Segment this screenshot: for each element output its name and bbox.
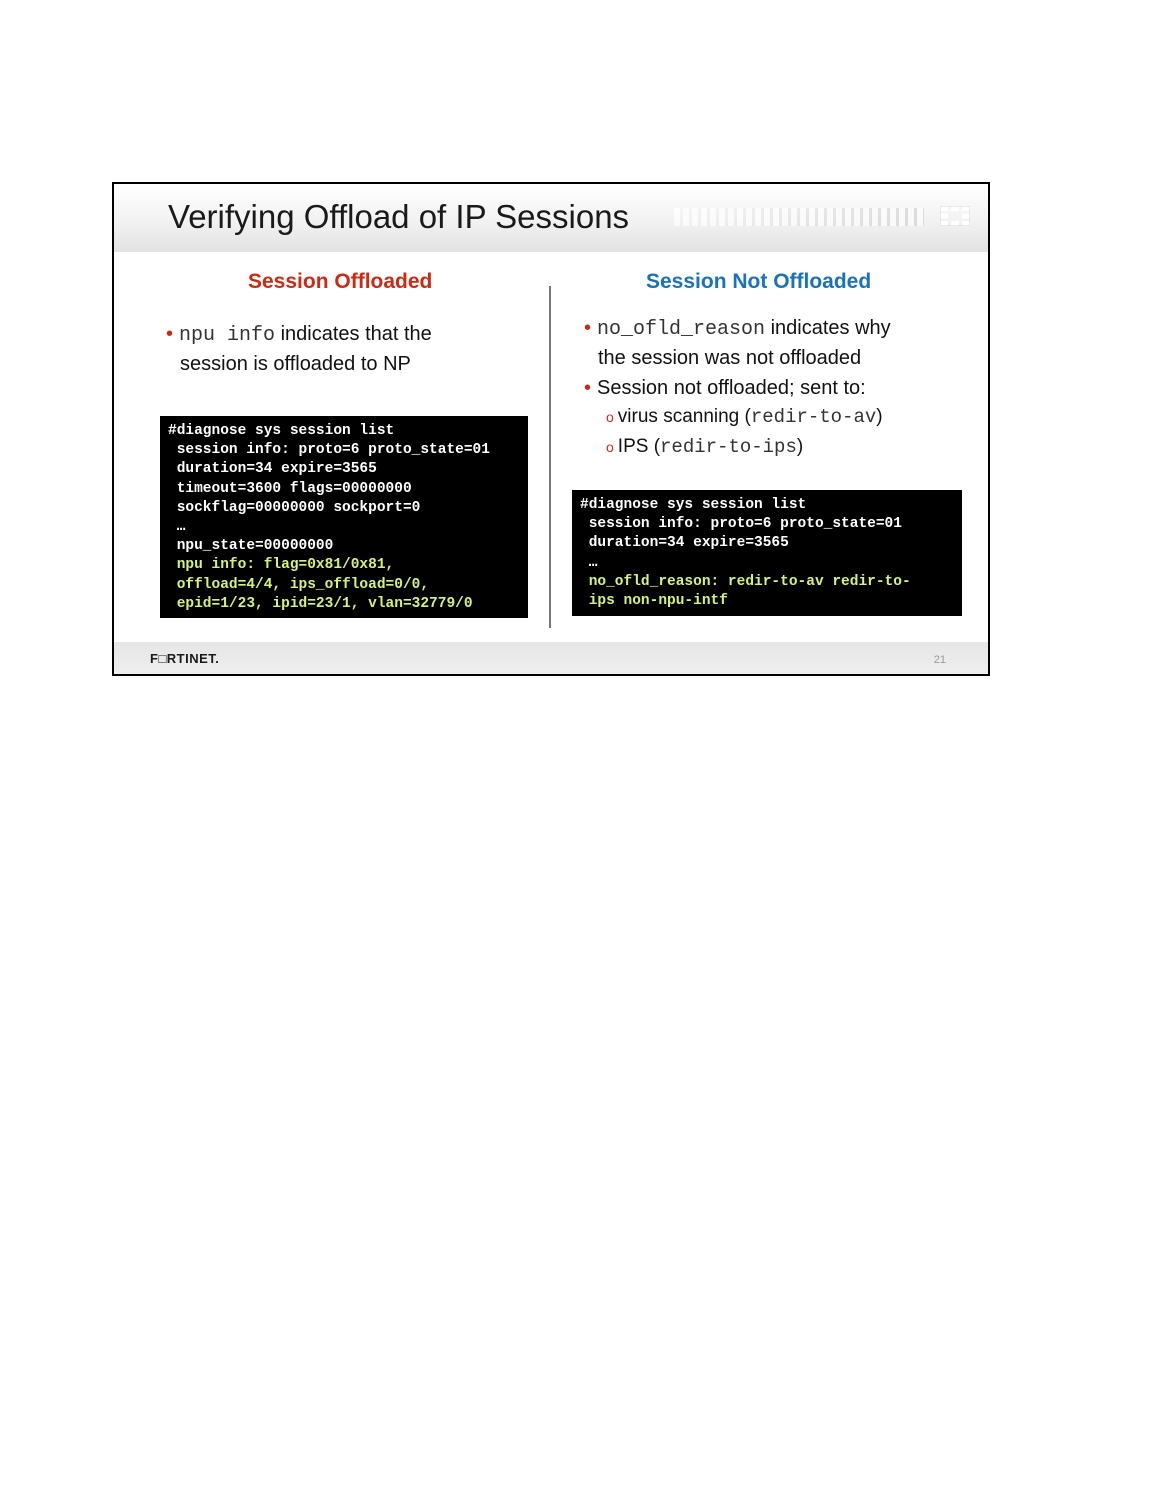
- sub-bullet-icon: o: [606, 439, 614, 455]
- sub-bullet-icon: o: [606, 409, 614, 425]
- sub2-close: ): [796, 436, 804, 457]
- left-bullet-line1: indicates that the: [275, 323, 432, 345]
- right-terminal-highlight: [580, 573, 954, 611]
- left-terminal-highlight: [168, 556, 520, 614]
- left-bullet: [166, 320, 432, 378]
- terminal-highlight-line: ips non-npu-intf: [580, 593, 728, 610]
- right-bullet-2: [584, 374, 866, 402]
- sub1-close: ): [876, 406, 883, 427]
- right-bullet2-text: Session not offloaded; sent to:: [597, 377, 866, 399]
- slide-footer: [114, 642, 988, 674]
- sub1-text: virus scanning (: [617, 406, 751, 427]
- terminal-highlight-line: epid=1/23, ipid=23/1, vlan=32779/0: [168, 595, 473, 612]
- terminal-line: …: [580, 554, 598, 571]
- terminal-line: sockflag=00000000 sockport=0: [168, 499, 421, 516]
- terminal-line: …: [168, 519, 186, 536]
- left-bullet-code: npu info: [179, 324, 276, 347]
- terminal-line: npu_state=00000000: [168, 538, 334, 555]
- right-bullet1-line1: indicates why: [765, 317, 891, 339]
- slide-header: [114, 184, 988, 252]
- bullet-icon: •: [166, 323, 174, 345]
- left-heading: Session Offloaded: [248, 270, 433, 293]
- terminal-line: #diagnose sys session list: [580, 497, 807, 513]
- fortinet-logo-icon: [940, 206, 970, 226]
- sub-bullet-ips: [606, 436, 803, 458]
- terminal-line: duration=34 expire=3565: [580, 535, 789, 552]
- sub2-text: IPS (: [617, 436, 661, 457]
- brand-logo: F□RTINET.: [150, 651, 220, 666]
- terminal-line: session info: proto=6 proto_state=01: [580, 516, 902, 533]
- terminal-line: timeout=3600 flags=00000000: [168, 480, 412, 497]
- column-divider: [549, 286, 551, 628]
- right-bullet-1: [584, 314, 891, 372]
- terminal-highlight-line: offload=4/4, ips_offload=0/0,: [168, 576, 430, 593]
- left-terminal: [160, 416, 528, 618]
- slide: [112, 182, 990, 676]
- terminal-highlight-line: npu info: flag=0x81/0x81,: [168, 557, 395, 574]
- bullet-icon: •: [584, 377, 592, 399]
- terminal-line: session info: proto=6 proto_state=01: [168, 442, 490, 459]
- right-bullet1-line2: the session was not offloaded: [598, 347, 862, 369]
- sub2-code: redir-to-ips: [660, 436, 797, 458]
- header-pattern: [674, 208, 924, 226]
- bullet-icon: •: [584, 317, 592, 339]
- right-terminal-lines: [580, 496, 954, 573]
- slide-title: Verifying Offload of IP Sessions: [168, 198, 630, 235]
- left-bullet-line2: session is offloaded to NP: [180, 353, 411, 375]
- terminal-line: duration=34 expire=3565: [168, 461, 377, 478]
- right-heading: Session Not Offloaded: [646, 270, 872, 293]
- left-terminal-lines: [168, 422, 520, 556]
- right-bullet1-code: no_ofld_reason: [597, 318, 766, 341]
- terminal-line: #diagnose sys session list: [168, 423, 395, 439]
- page-number: 21: [933, 654, 946, 666]
- sub1-code: redir-to-av: [750, 406, 877, 428]
- sub-bullet-av: [606, 406, 883, 428]
- right-terminal: [572, 490, 962, 616]
- terminal-highlight-line: no_ofld_reason: redir-to-av redir-to-: [580, 573, 911, 590]
